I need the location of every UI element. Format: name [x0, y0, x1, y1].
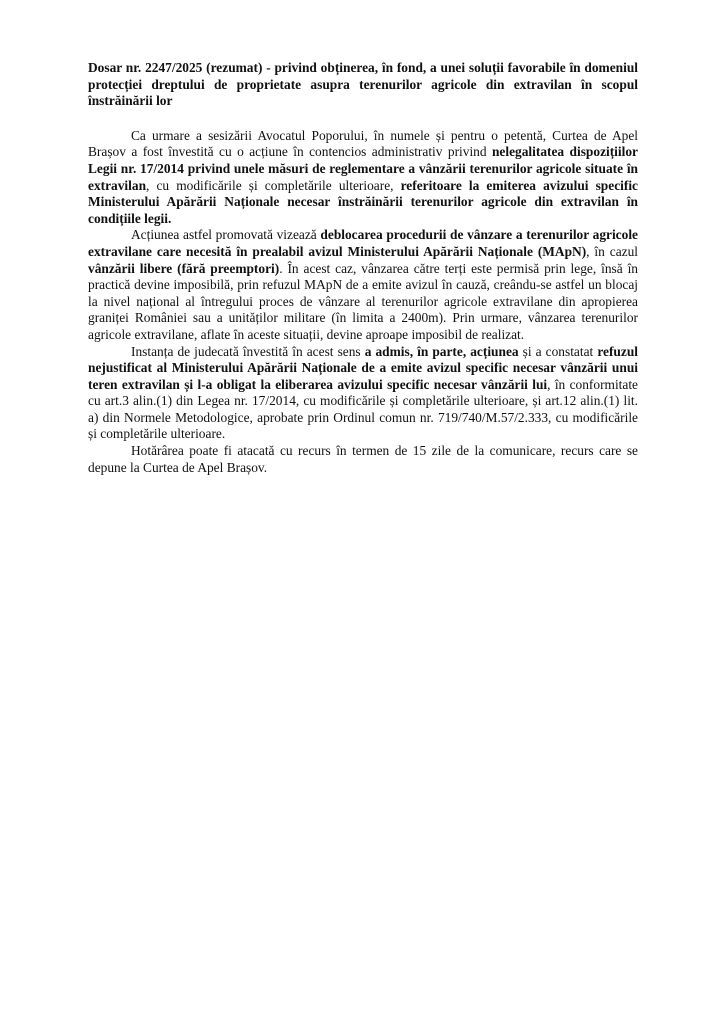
paragraph-3-bold-1: a admis, în parte, acțiunea [364, 343, 519, 359]
paragraph-3 [88, 344, 638, 444]
paragraph-1-text-2: , cu modificările și completările ulterioare, [146, 177, 401, 193]
paragraph-2-bold-2: vânzării libere (fără preemptori) [88, 260, 280, 276]
paragraph-1-bold-1: nelegalitatea dispozițiilor Legii nr. 17/2014 privind unele măsuri de reglementare a vânzării terenurilor agricole situate în extravilan [88, 144, 638, 193]
paragraph-2 [88, 227, 638, 343]
paragraph-2-text-2: , în cazul [586, 243, 638, 259]
paragraph-1 [88, 128, 638, 228]
paragraph-4: Hotărârea poate fi atacată cu recurs în termen de 15 zile de la comunicare, recurs care se depune la Curtea de Apel Brașov. [88, 443, 638, 475]
paragraph-3-bold-2: refuzul nejustificat al Ministerului Apărării Naționale de a emite avizul specific necesar vânzării unui teren extravilan și l-a obligat la eliberarea avizului specific necesar vânzării lui [88, 343, 638, 392]
paragraph-2-bold-1: deblocarea procedurii de vânzare a terenurilor agricole extravilane care necesită în prealabil avizul Ministerului Apărării Naționale (MApN) [88, 227, 638, 259]
paragraph-3-text-2: și a constatat [518, 343, 598, 359]
paragraph-1-bold-2: referitoare la emiterea avizului specific Ministerului Apărării Naționale necesar înstrăinării terenurilor agricole din extravilan în condițiile legii. [88, 177, 638, 226]
paragraph-2-text-3: . În acest caz, vânzarea către terți este permisă prin lege, însă în practică devine imposibilă, prin refuzul MApN de a emite avizul în cauză, creându-se astfel un blocaj la nivel național al întregului proces de vânzare al terenurilor agricole extravilane din apropierea graniței României sau a unităților militare (în limita a 2400m). Prin urmare, vânzarea terenurilor agricole extravilane, aflate în aceste situații, devine aproape imposibil de realizat. [88, 260, 638, 342]
paragraph-3-text-1: Instanța de judecată învestită în acest sens [131, 343, 365, 359]
document-body [88, 60, 638, 476]
paragraph-3-text-3: , în conformitate cu art.3 alin.(1) din Legea nr. 17/2014, cu modificările și completările ulterioare, și art.12 alin.(1) lit. a) din Normele Metodologice, aprobate prin Ordinul comun nr. 719/740/M.57/2.333, cu modificările și completările ulterioare. [88, 376, 639, 442]
document-title: Dosar nr. 2247/2025 (rezumat) - privind obținerea, în fond, a unei soluții favorabile în domeniul protecției dreptului de proprietate asupra terenurilor agricole din extravilan în scopul înstrăinării lor [88, 60, 638, 109]
paragraph-2-text-1: Acțiunea astfel promovată vizează [131, 227, 321, 243]
paragraph-1-text-1: Ca urmare a sesizării Avocatul Poporului, în numele și pentru o petentă, Curtea de Apel Brașov a fost învestită cu o acțiune în contencios administrativ privind [88, 127, 638, 160]
